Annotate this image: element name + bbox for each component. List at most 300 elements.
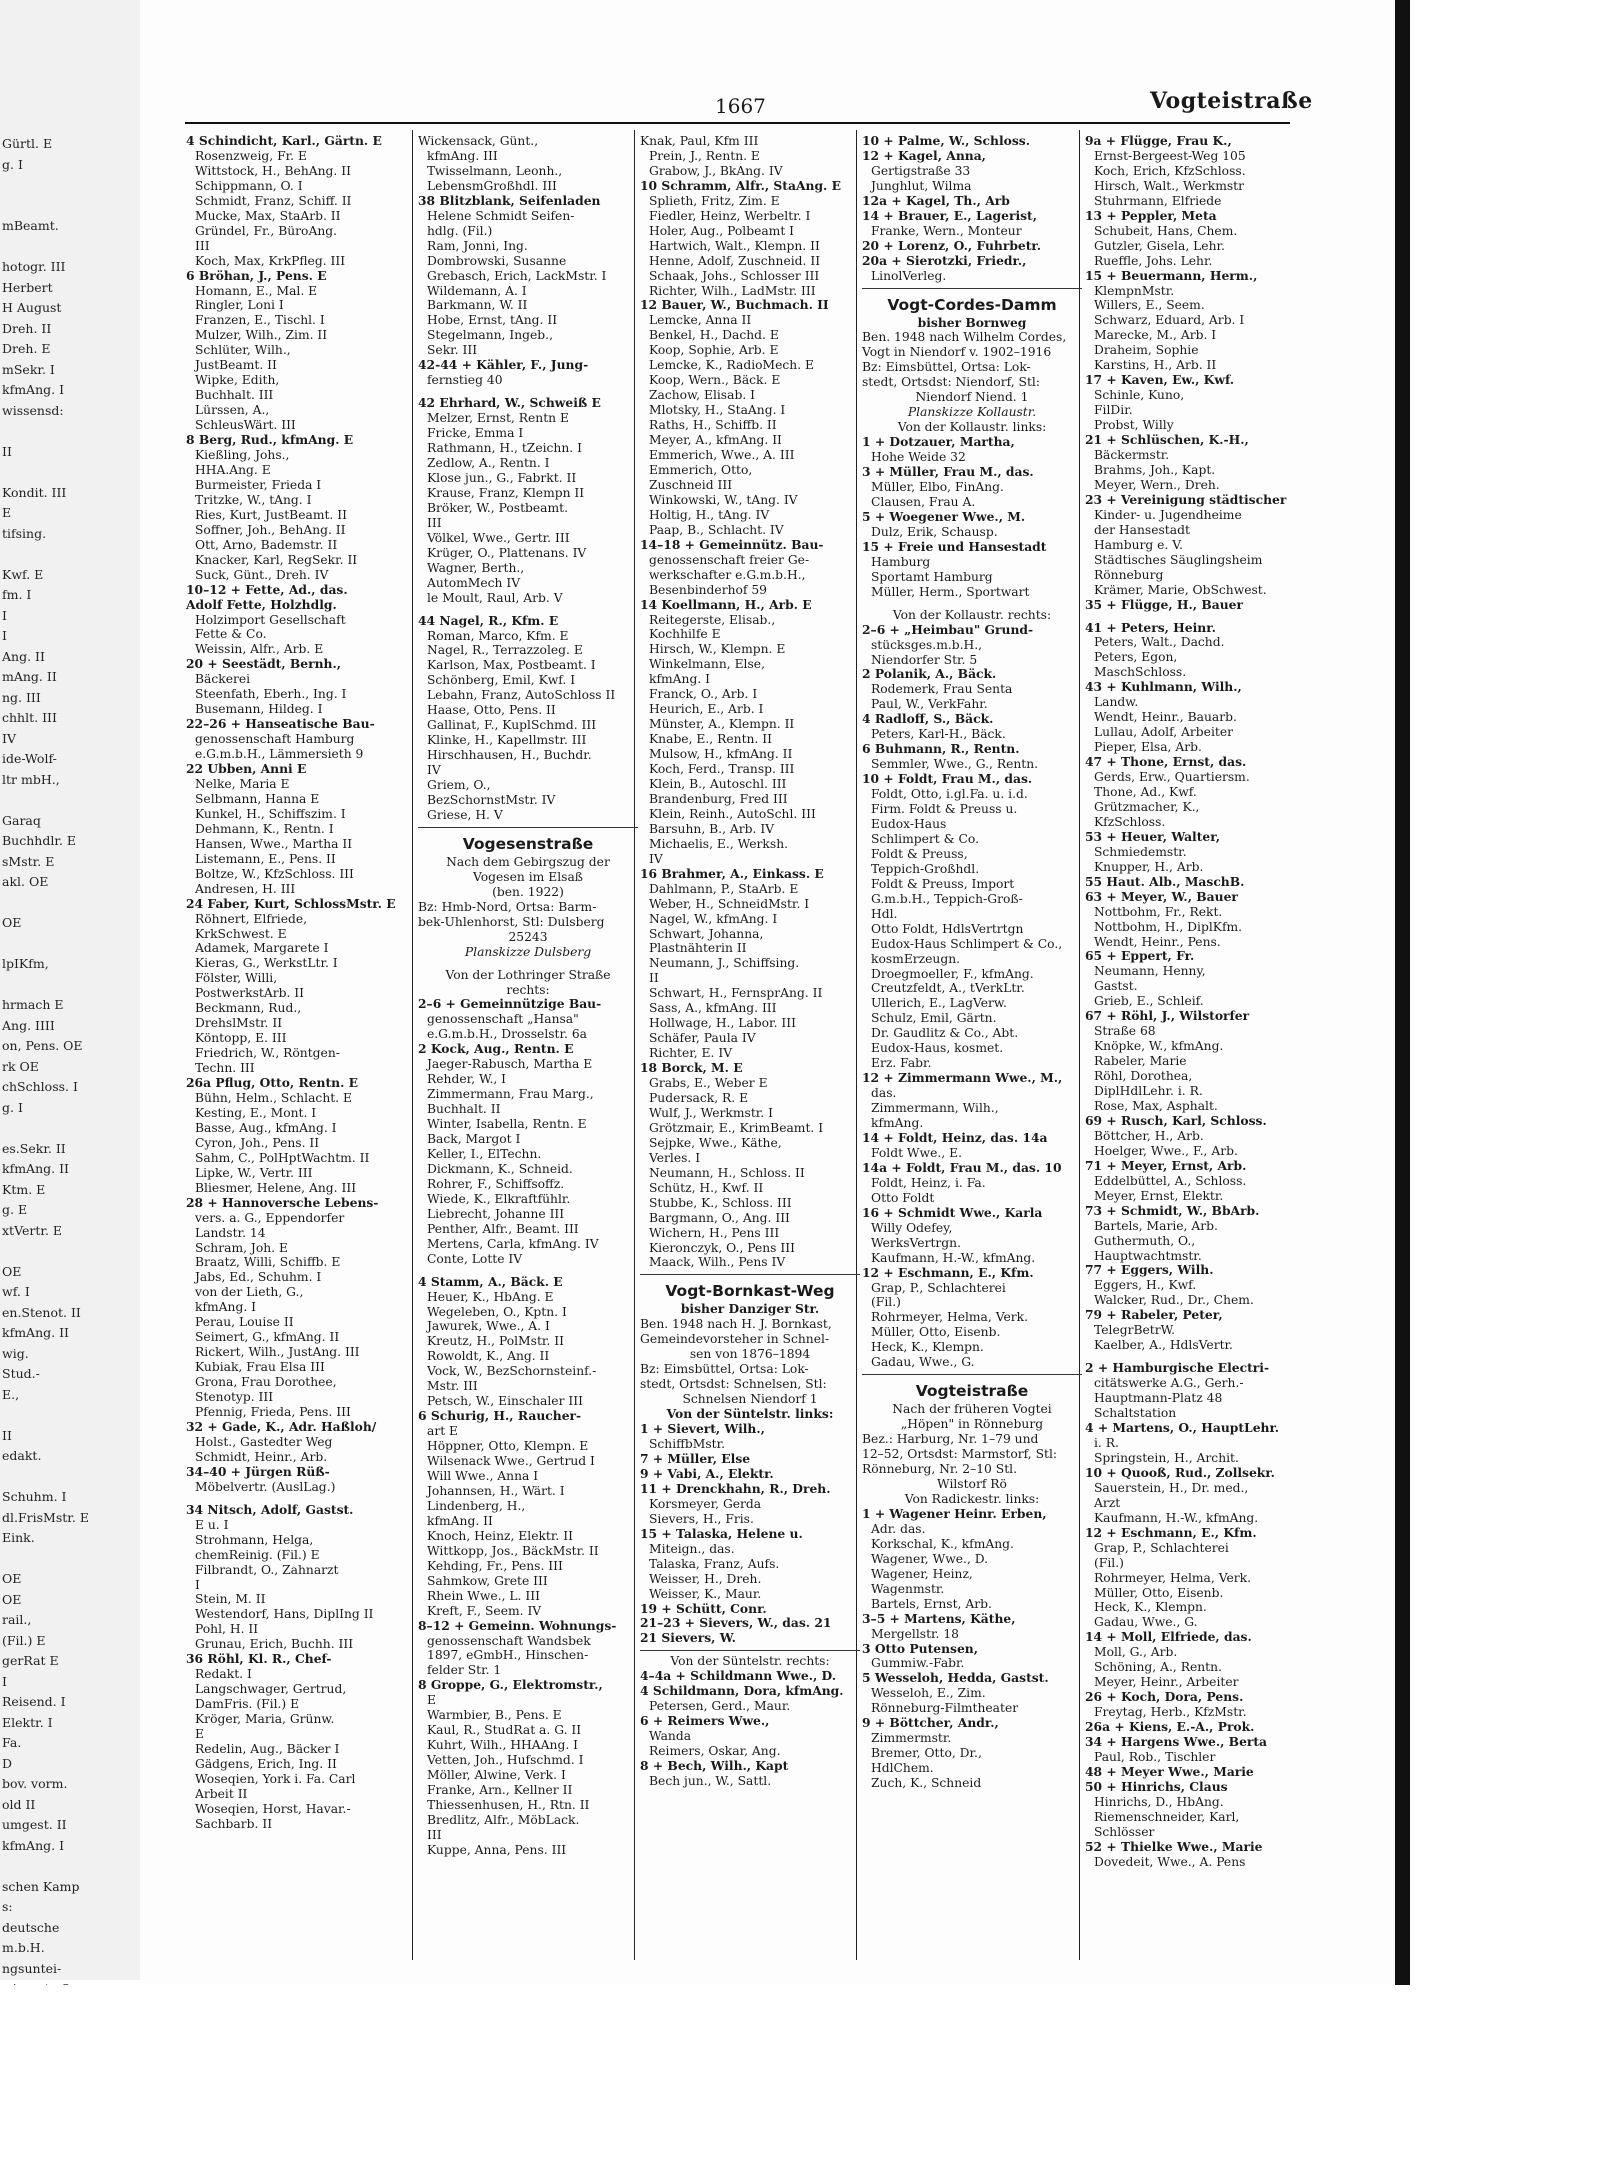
resident-line: Buchhalt. II [427,1102,501,1117]
resident-line: Klinke, H., Kapellmstr. III [427,733,587,748]
directory-column-1 [186,134,406,1832]
resident-line: Hdl. [871,906,898,921]
gutter-line: Elektr. I [2,1714,53,1730]
resident-line: Conte, Lotte IV [427,1251,523,1266]
resident-line: Liebrecht, Johanne III [427,1206,565,1221]
resident-line: Eudox-Haus Schlimpert & Co., [871,936,1063,951]
resident-line: Foldt, Heinz, i. Fa. [871,1175,986,1190]
resident-line: Springstein, H., Archit. [1094,1450,1239,1465]
resident-line: Kaufmann, H.-W., kfmAng. [1094,1510,1259,1525]
house-entry: 4–4a + Schildmann Wwe., D. [640,1668,837,1684]
resident-line: Foldt Wwe., E. [871,1145,962,1160]
resident-line: Petersen, Gerd., Maur. [649,1699,791,1714]
resident-line: Lipke, W., Vertr. III [195,1165,313,1180]
resident-line: Lebahn, Franz, AutoSchloss II [427,688,616,703]
resident-line: Perau, Louise II [195,1315,294,1330]
resident-line: 12–52, Ortsdst: Marmstorf, Stl: [862,1447,1058,1462]
resident-line: Neumann, Henny, [1094,964,1206,979]
resident-line: Wipke, Edith, [195,373,280,388]
house-entry: 10 + Quooß, Rud., Zollsekr. [1085,1464,1275,1480]
house-entry: 20 + Seestädt, Bernh., [186,656,342,672]
resident-line: Suck, Günt., Dreh. IV [195,567,329,582]
resident-line: Ries, Kurt, JustBeamt. II [195,507,347,522]
resident-line: Stuhrmann, Elfriede [1094,193,1222,208]
gutter-line: Herbert [2,279,53,295]
resident-line: Penther, Alfr., Beamt. III [427,1221,579,1236]
gutter-line: rail., [2,1612,32,1627]
house-entry: 16 + Schmidt Wwe., Karla [862,1204,1043,1220]
resident-line: Klein, B., Autoschl. III [649,776,787,791]
resident-line: Gädgens, Erich, Ing. II [195,1756,337,1771]
resident-line: Woseqien, York i. Fa. Carl [195,1771,356,1786]
gutter-line: dl.FrisMstr. E [2,1509,89,1525]
resident-line: Schaltstation [1094,1406,1177,1421]
resident-line: Beckmann, Rud., [195,1001,302,1016]
gutter-line: gerRat E [2,1653,59,1668]
resident-line: Probst, Willy [1094,418,1174,433]
resident-line: Pohl, H. II [195,1622,259,1637]
resident-line: Meyer, Wern., Dreh. [1094,477,1220,492]
house-entry: 11 + Drenckhahn, R., Dreh. [640,1480,831,1496]
resident-line: Kunkel, H., Schiffszim. I [195,806,346,821]
resident-line: Röhnert, Elfriede, [195,911,308,926]
resident-line: Heck, K., Klempn. [1094,1600,1207,1615]
resident-line: Dahlmann, P., StaArb. E [649,881,799,896]
house-entry: 7 + Müller, Else [640,1450,751,1466]
resident-line: Bühn, Helm., Schlacht. E [195,1091,352,1105]
street-note: sen von 1876–1894 [689,1347,811,1362]
house-entry: 55 Haut. Alb., MaschB. [1085,873,1245,889]
resident-line: Bech jun., W., Sattl. [649,1773,772,1788]
resident-line: Bliesmer, Helene, Ang. III [195,1180,357,1195]
street-note: (ben. 1922) [492,884,564,899]
resident-line: Schönberg, Emil, Kwf. I [427,673,576,688]
resident-line: Sahmkow, Grete III [427,1573,548,1588]
resident-line: Wilsenack Wwe., Gertrud I [427,1454,595,1469]
gutter-line: ide-Wolf- [2,751,57,766]
section-rule [640,1270,860,1278]
resident-line: stedt, Ortsdst: Niendorf, Stl: [862,375,1040,390]
resident-line: Peters, Karl-H., Bäck. [871,727,1006,742]
resident-line: kfmAng. I [649,672,711,687]
house-entry: 50 + Hinrichs, Claus [1085,1778,1228,1794]
resident-line: Droegmoeller, F., kfmAng. [871,966,1034,981]
resident-line: Koop, Wern., Bäck. E [649,373,781,388]
gutter-line: mAng. II [2,669,57,684]
resident-line: Bäckermstr. [1094,448,1170,463]
resident-line: Eudox-Haus [871,816,947,831]
house-entry: 21 Sievers, W. [640,1630,736,1646]
gutter-line: rk OE [2,1058,39,1074]
resident-line: Wegeleben, O., Kptn. I [427,1304,567,1319]
house-entry: 67 + Röhl, J., Wilstorfer [1085,1008,1250,1024]
gutter-line: wissensd: [2,402,64,418]
gutter-line: es.Sekr. II [2,1140,66,1156]
gutter-line: Ktm. E [2,1181,46,1197]
resident-line: Reitegerste, Elisab., [649,612,776,627]
resident-line: Jawurek, Wwe., A. I [427,1319,550,1334]
resident-line: Meyer, Heinr., Arbeiter [1094,1675,1239,1690]
resident-line: Holtig, H., tAng. IV [649,507,770,522]
resident-line: Pudersack, R. E [649,1091,749,1105]
resident-line: Seimert, G., kfmAng. II [195,1330,340,1345]
directory-column-2 [418,134,638,1858]
resident-line: Besenbinderhof 59 [649,582,768,597]
resident-line: DiplHdlLehr. i. R. [1094,1084,1203,1099]
resident-line: Hirsch, W., Klempn. E [649,642,786,657]
resident-line: Knak, Paul, Kfm III [640,134,759,148]
resident-line: Richter, Wilh., LadMstr. III [649,283,816,298]
resident-line: Tritzke, W., tAng. I [195,492,312,507]
resident-line: Johannsen, H., Wärt. I [427,1483,565,1498]
resident-line: Gemeindevorsteher in Schnel- [640,1332,830,1347]
resident-line: III [427,1827,442,1842]
resident-line: Jabs, Ed., Schuhm. I [195,1270,322,1285]
resident-line: Hirschhausen, H., Buchdr. [427,748,592,763]
resident-line: vers. a. G., Eppendorfer [195,1210,345,1225]
resident-line: PostwerkstArb. II [195,986,304,1001]
resident-line: Riemenschneider, Karl, [1094,1809,1240,1824]
resident-line: von der Lieth, G., [195,1285,304,1300]
resident-line: Grieb, E., Schleif. [1094,994,1204,1009]
resident-line: (Fil.) [871,1295,901,1310]
house-entry: 34–40 + Jürgen Rüß- [186,1463,330,1479]
resident-line: Schwarz, Eduard, Arb. I [1094,313,1245,328]
resident-line: Buchhalt. III [195,388,274,403]
gutter-line: kfmAng. II [2,1161,69,1176]
resident-line: Rabeler, Marie [1094,1054,1187,1069]
gutter-line: bov. vorm. [2,1776,68,1791]
resident-line: Hamburg [871,554,931,569]
resident-line: Landw. [1094,695,1139,710]
resident-line: Kehding, Fr., Pens. III [427,1558,563,1573]
house-entry: 69 + Rusch, Karl, Schloss. [1085,1112,1267,1128]
resident-line: Prein, J., Rentn. E [649,148,760,163]
house-entry: 4 Radloff, S., Bäck. [862,711,994,727]
street-heading: Vogt-Bornkast-Weg [665,1282,835,1301]
gutter-line: wf. I [2,1284,30,1299]
resident-line: Clausen, Frau A. [871,494,976,509]
resident-line: Dr. Gaudlitz & Co., Abt. [871,1026,1019,1041]
gutter-line: H August [2,300,62,315]
gutter-line: chSchloss. I [2,1079,78,1094]
resident-line: Strohmann, Helga, [195,1532,314,1547]
street-note: Planskizze Kollaustr. [907,405,1037,420]
resident-line: Knöpke, W., kfmAng. [1094,1039,1224,1054]
gutter-line: D [2,1755,13,1771]
gutter-line: en.Stenot. II [2,1304,81,1320]
gutter-line: Stud.- [2,1366,40,1381]
gutter-line: II [2,443,12,459]
resident-line: Homann, E., Mal. E [195,283,318,298]
house-entry: bisher Danziger Str. [680,1301,820,1317]
resident-line: Rönneburg [1094,567,1164,582]
resident-line: Hollwage, H., Labor. III [649,1016,796,1031]
resident-line: Krämer, Marie, ObSchwest. [1094,582,1267,597]
resident-line: Plastnähterin II [649,941,747,956]
street-note: 25243 [508,929,548,944]
resident-line: Bz: Eimsbüttel, Ortsa: Lok- [640,1362,809,1377]
house-entry: 14 Koellmann, H., Arb. E [640,596,812,612]
resident-line: Mulzer, Wilh., Zim. II [195,328,328,343]
gutter-line: Gürtl. E [2,136,53,151]
resident-line: E [427,1693,436,1708]
resident-line: Cyron, Joh., Pens. II [195,1135,320,1150]
gutter-line: OE [2,1571,22,1586]
resident-line: Haase, Otto, Pens. II [427,703,556,718]
resident-line: Wagenmstr. [871,1581,945,1596]
house-entry: 26a + Kiens, E.-A., Prok. [1085,1719,1255,1735]
street-note: Vogesen im Elsaß [473,869,583,884]
resident-line: der Hansestadt [1094,522,1190,537]
resident-line: Rönneburg, Nr. 2–10 Stl. [862,1462,1017,1477]
resident-line: Stenotyp. III [195,1390,274,1405]
resident-line: Vogt in Niendorf v. 1902–1916 [862,345,1052,360]
house-entry: 17 + Kaven, Ew., Kwf. [1085,372,1235,388]
gutter-line: Ang. IIII [2,1017,55,1033]
resident-line: Twisselmann, Leonh., [427,163,563,178]
gutter-line: old II [2,1796,36,1812]
resident-line: Höppner, Otto, Klempn. E [427,1439,589,1454]
resident-line: Schmidt, Franz, Schiff. II [195,193,352,208]
resident-line: Foldt, Otto, i.gl.Fa. u. i.d. [871,787,1028,802]
resident-line: Heurich, E., Arb. I [649,702,764,717]
resident-line: Holer, Aug., Polbeamt I [649,223,795,238]
house-entry: 15 + Talaska, Helene u. [640,1525,803,1541]
resident-line: Gadau, Wwe., G. [1094,1615,1198,1630]
gutter-line: II [2,1427,12,1443]
resident-line: Woseqien, Horst, Havar.- [195,1801,351,1816]
house-entry: 2 Kock, Aug., Rentn. E [418,1041,574,1057]
resident-line: Guthermuth, O., [1094,1233,1196,1248]
resident-line: Semmler, Wwe., G., Rentn. [871,757,1039,772]
resident-line: Jaeger-Rabusch, Martha E [427,1057,593,1072]
gutter-line: Fa. [2,1735,22,1750]
resident-line: Gertigstraße 33 [871,163,971,178]
resident-line: Thone, Ad., Kwf. [1094,784,1197,799]
resident-line: Andresen, H. III [195,881,296,896]
resident-line: Barsuhn, B., Arb. IV [649,821,775,836]
resident-line: Grap, P., Schlachterei [871,1280,1006,1295]
resident-line: kosmErzeugn. [871,951,961,966]
resident-line: Schütz, H., Kwf. II [649,1180,764,1195]
house-entry: 6 + Reimers Wwe., [640,1713,770,1729]
resident-line: Petsch, W., Einschaler III [427,1394,583,1409]
resident-line: Zachow, Elisab. I [649,388,756,403]
resident-line: Otto Foldt, HdlsVertrtgn [871,921,1024,936]
resident-line: Lemcke, Anna II [649,313,752,328]
resident-line: Teppich-Großhdl. [871,861,980,876]
resident-line: I [195,1577,200,1592]
house-entry: 4 Schildmann, Dora, kfmAng. [640,1683,844,1699]
resident-line: Franke, Arn., Kellner II [427,1783,573,1798]
resident-line: Hauptwachtmstr. [1094,1248,1202,1263]
resident-line: Redakt. I [195,1667,252,1682]
gutter-line: Dreh. E [2,341,51,356]
house-entry: 3 + Müller, Frau M., das. [862,464,1034,480]
house-entry: 13 + Peppler, Meta [1085,207,1217,223]
gutter-line: s: [2,1899,13,1914]
resident-line: Foldt & Preuss, Import [871,876,1015,891]
gutter-line: Eink. [2,1530,35,1545]
resident-line: Ringler, Loni I [195,298,284,313]
resident-line: Listemann, E., Pens. II [195,851,336,866]
resident-line: Ben. 1948 nach Wilhelm Cordes, [862,330,1067,345]
gutter-line: g. E [2,1202,28,1217]
resident-line: Sachbarb. II [195,1816,273,1831]
resident-line: Zimmermann, Frau Marg., [427,1087,594,1102]
resident-line: Willers, E., Seem. [1094,298,1205,313]
resident-line: Wulf, J., Werkmstr. I [649,1105,773,1120]
resident-line: Creutzfeldt, A., tVerkLtr. [871,981,1025,996]
resident-line: Firm. Foldt & Preuss u. [871,802,1018,817]
resident-line: III [427,515,442,530]
resident-line: IV [649,851,663,866]
resident-line: Holzimport Gesellschaft [195,612,346,627]
resident-line: Nelke, Maria E [195,776,290,791]
resident-line: Nottbohm, H., DiplKfm. [1094,919,1243,934]
resident-line: Sportamt Hamburg [871,569,993,584]
resident-line: Vock, W., BezSchornsteinf.- [427,1364,597,1379]
gutter-line: kfmAng. I [2,1837,65,1853]
resident-line: Stubbe, K., Schloss. III [649,1195,792,1210]
resident-line: Sass, A., kfmAng. III [649,1001,777,1016]
house-entry: 32 + Gade, K., Adr. Haßloh/ [186,1418,377,1434]
house-entry: 8 Groppe, G., Elektromstr., [418,1677,603,1693]
resident-line: Hinrichs, D., HbAng. [1094,1794,1224,1809]
resident-line: Wendt, Heinr., Pens. [1094,934,1221,949]
resident-line: Korsmeyer, Gerda [649,1496,762,1511]
gutter-line: ltr mbH., [2,771,60,787]
house-entry: 20 + Lorenz, O., Fuhrbetr. [862,237,1042,253]
resident-line: Hohe Weide 32 [871,450,966,465]
resident-line: Burmeister, Frieda I [195,477,322,492]
page-edge-shadow [1395,0,1410,1985]
resident-line: Schulz, Emil, Gärtn. [871,1011,997,1026]
gutter-line: wig. [2,1345,29,1361]
resident-line: Lindenberg, H., [427,1498,526,1513]
gutter-line: I [2,628,7,643]
resident-line: Schram, Joh. E [195,1240,288,1255]
house-entry: 14–18 + Gemeinnütz. Bau- [640,536,824,552]
gutter-line: g. I [2,1099,23,1115]
resident-line: Willy Odefey, [871,1220,953,1235]
resident-line: Niendorfer Str. 5 [871,652,978,667]
resident-line: Knupper, H., Arb. [1094,859,1204,874]
resident-line: Kaelber, A., HdlsVertr. [1094,1338,1233,1353]
resident-line: Bz: Eimsbüttel, Ortsa: Lok- [862,360,1031,375]
resident-line: Stein, M. II [195,1592,266,1607]
house-entry: 8 Berg, Rud., kfmAng. E [186,432,354,448]
resident-line: kfmAng. III [427,148,498,163]
resident-line: Talaska, Franz, Aufs. [649,1556,780,1571]
house-entry: 10 Schramm, Alfr., StaAng. E [640,177,841,193]
resident-line: Dovedeit, Wwe., A. Pens [1094,1854,1246,1869]
resident-line: Eggers, H., Kwf. [1094,1278,1197,1293]
resident-line: Keller, I., ElTechn. [427,1147,542,1161]
house-entry: Von der Süntelstr. links: [666,1406,834,1422]
resident-line: Neumann, J., Schiffsing. [649,956,800,971]
resident-line: Grap, P., Schlachterei [1094,1540,1229,1555]
resident-line: Foldt & Preuss, [871,846,968,861]
resident-line: Mertens, Carla, kfmAng. IV [427,1236,599,1251]
house-entry: 14 + Moll, Elfriede, das. [1085,1629,1252,1645]
resident-line: HHA.Ang. E [195,462,271,477]
resident-line: DamFris. (Fil.) E [195,1697,300,1712]
resident-line: Bremer, Otto, Dr., [871,1746,982,1761]
street-note: Von der Lothringer Straße [445,967,611,982]
gutter-line: Garaq [2,812,41,828]
resident-line: Gallinat, F., KuplSchmd. III [427,718,597,733]
resident-line: Klein, Reinh., AutoSchl. III [649,806,816,821]
resident-line: Koop, Sophie, Arb. E [649,343,779,358]
house-entry: 42 Ehrhard, W., Schweiß E [418,395,601,411]
resident-line: Verles. I [649,1150,701,1165]
resident-line: hdlg. (Fil.) [427,223,493,238]
house-entry: 21–23 + Sievers, W., das. 21 [640,1615,832,1631]
house-entry: 15 + Beuermann, Herm., [1085,267,1258,283]
house-entry: 4 + Martens, O., HauptLehr. [1085,1420,1280,1436]
house-entry: 20a + Sierotzki, Friedr., [862,252,1027,268]
resident-line: Gadau, Wwe., G. [871,1355,975,1370]
resident-line: Fölster, Willi, [195,971,278,986]
resident-line: Franke, Wern., Monteur [871,223,1022,238]
resident-line: Warmbier, B., Pens. E [427,1708,562,1723]
house-entry: 22 Ubben, Anni E [186,761,307,777]
resident-line: Wittstock, H., BehAng. II [195,163,351,178]
gutter-line: Buchhdlr. E [2,833,77,848]
resident-line: Schwart, Johanna, [649,926,764,941]
resident-line: Köntopp, E. III [195,1031,287,1046]
resident-line: bek-Uhlenhorst, Stl: Dulsberg [418,914,605,929]
gutter-line: mBeamt. [2,218,59,233]
resident-line: Emmerich, Otto, [649,462,753,477]
resident-line: Gründel, Fr., BüroAng. [195,223,338,238]
resident-line: Otto Foldt [871,1190,935,1205]
gutter-line: Kwf. E [2,566,44,582]
resident-line: Friedrich, W., Röntgen- [195,1046,340,1061]
resident-line: Bröker, W., Postbeamt. [427,500,569,515]
gutter-line: schen Kamp [2,1878,80,1894]
gutter-line: I [2,607,7,623]
resident-line: Heuer, K., HbAng. E [427,1289,554,1304]
gutter-line: OE [2,1591,22,1607]
resident-line: kfmAng. II [427,1513,493,1528]
resident-line: Kochhilfe E [649,627,721,642]
gutter-line: I [2,1673,7,1689]
resident-line: Lullau, Adolf, Arbeiter [1094,725,1233,740]
gutter-line: chhlt. III [2,710,57,725]
column-divider [412,130,413,1960]
resident-line: Koch, Max, KrkPfleg. III [195,253,346,268]
house-entry: 3 Otto Putensen, [862,1640,978,1656]
resident-line: Möbelvertr. (AuslLag.) [195,1479,336,1494]
resident-line: Grützmacher, K., [1094,799,1200,814]
resident-line: SchiffbMstr. [649,1437,726,1452]
resident-line: Miteign., das. [649,1541,735,1556]
gutter-line: Ang. II [2,648,45,664]
resident-line: Braatz, Willi, Schiffb. E [195,1255,341,1270]
house-entry: 2–6 + Gemeinnützige Bau- [418,996,602,1012]
gutter-line: on, Pens. OE [2,1038,83,1053]
resident-line: II [649,971,659,986]
street-heading: Vogteistraße [915,1382,1029,1401]
resident-line: G.m.b.H., Teppich-Groß- [871,891,1023,906]
resident-line: Möller, Alwine, Verk. I [427,1768,566,1783]
resident-line: Bz: Hmb-Nord, Ortsa: Barm- [418,899,597,914]
resident-line: Kießling, Johs., [195,448,290,463]
gutter-line: hrmach E [2,997,64,1012]
